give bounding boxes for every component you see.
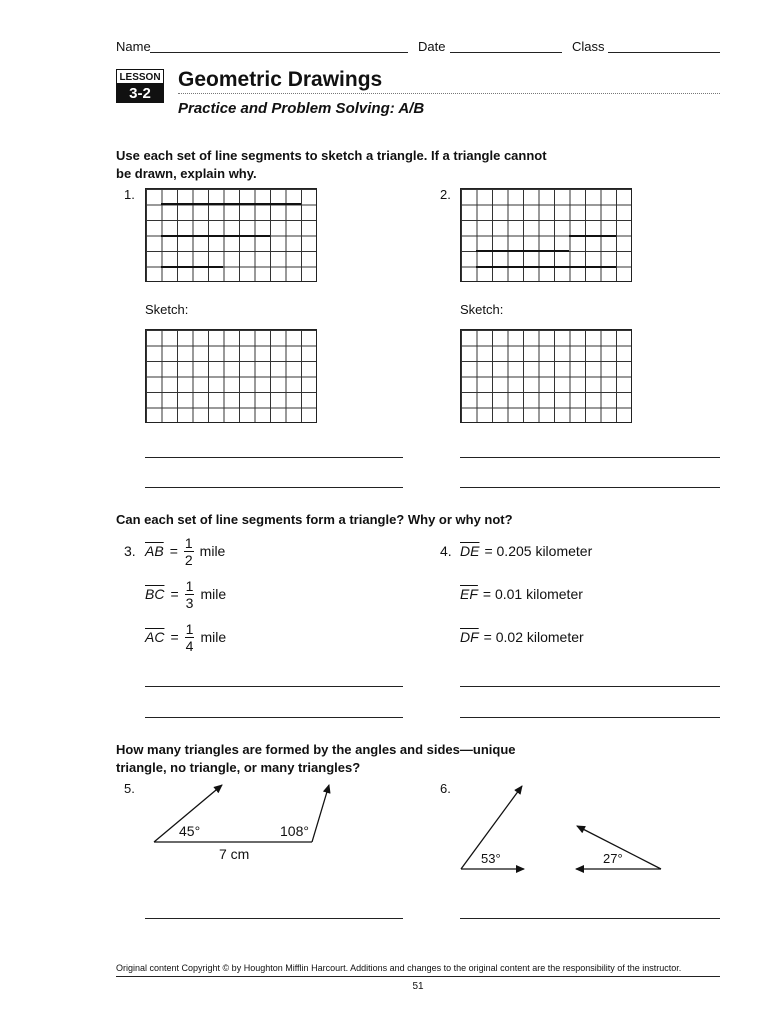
denominator: 4 [185,637,194,654]
page-title: Geometric Drawings [178,68,383,91]
section3-instruction-line2: triangle, no triangle, or many triangles? [116,760,361,775]
name-label: Name [116,39,151,54]
problem-6-angle-1: 53° [481,851,501,866]
section2-instruction: Can each set of line segments form a triangle? Why or why not? [116,512,513,527]
problem-3-number: 3. [124,543,136,559]
equals-sign: = [169,543,178,559]
equals-sign: = [170,586,179,602]
section3-instruction-line1: How many triangles are formed by the angles and sides—unique [116,742,516,757]
segment-ef: $\overline{EF}$ [460,586,478,602]
copyright-notice: Original content Copyright © by Houghton Mifflin Harcourt. Additions and changes to the original content are the responsibility of the instructor. [116,963,682,973]
segment-bc: $\overline{BC}$ [145,586,165,602]
numerator: 1 [185,577,194,594]
page-number: 51 [412,981,424,992]
problem-5-angle-1: 45° [179,823,201,839]
problem-5-right-ray [312,785,329,842]
date-label: Date [418,39,446,54]
unit-label: mile [200,629,227,645]
problem-5-side-length: 7 cm [219,846,250,862]
denominator: 2 [184,551,193,568]
problem-6-number: 6. [440,781,451,796]
problem-6-answer-line[interactable] [460,918,720,919]
value-df: = 0.02 kilometer [483,629,584,645]
problem-6-angle-2: 27° [603,851,623,866]
segment-ac: $\overline{AC}$ [145,629,165,645]
numerator: 1 [184,534,193,551]
sketch-label-2: Sketch: [460,302,504,317]
problem-5-number: 5. [124,781,135,796]
unit-label: mile [200,586,227,602]
denominator: 3 [185,594,194,611]
unit-label: mile [199,543,226,559]
problem-2-number: 2. [440,187,451,202]
segment-de: $\overline{DE}$ [460,543,480,559]
problem-1-number: 1. [124,187,135,202]
problem-5-angle-2: 108° [280,823,309,839]
lesson-label: LESSON [116,69,164,84]
equals-sign: = [170,629,179,645]
problem-5-answer-line[interactable] [145,918,403,919]
value-de: = 0.205 kilometer [484,543,593,559]
page-subtitle: Practice and Problem Solving: A/B [178,100,425,117]
class-label: Class [572,39,605,54]
numerator: 1 [185,620,194,637]
segment-ab: $\overline{AB}$ [145,543,164,559]
lesson-number: 3-2 [116,84,164,103]
section1-instruction-line1: Use each set of line segments to sketch a triangle. If a triangle cannot [116,148,547,163]
problem-4-number: 4. [440,543,452,559]
value-ef: = 0.01 kilometer [482,586,583,602]
sketch-label-1: Sketch: [145,302,189,317]
footer-rule [116,976,720,977]
section1-instruction-line2: be drawn, explain why. [116,166,257,181]
segment-df: $\overline{DF}$ [460,629,479,645]
